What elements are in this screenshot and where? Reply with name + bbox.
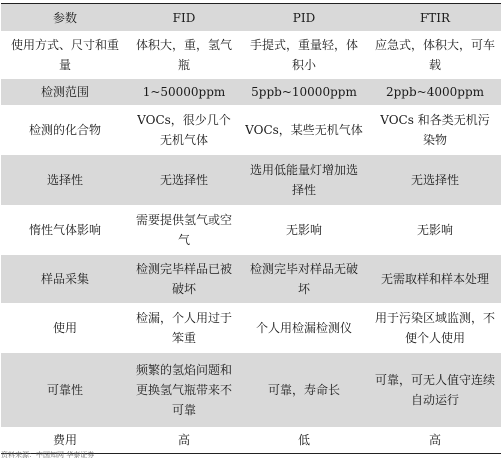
cell-ftir: 无选择性 — [369, 155, 501, 205]
table-row — [1, 205, 501, 255]
comparison-table — [1, 3, 501, 454]
table-row — [1, 353, 501, 427]
header-ftir: FTIR — [369, 4, 501, 32]
row-label: 惰性气体影响 — [28, 223, 101, 237]
table-row — [1, 303, 501, 353]
table-row — [1, 155, 501, 205]
cell-pid: 个人用检漏检测仪 — [255, 321, 352, 335]
cell-pid: VOCs，某些无机气体 — [245, 123, 363, 137]
cell-pid: 选用低能量灯增加选择性 — [239, 155, 369, 205]
cell-pid: 5ppb~10000ppm — [239, 79, 369, 105]
row-label: 使用 — [52, 321, 77, 335]
table-row — [1, 31, 501, 79]
row-label: 样品采集 — [1, 255, 129, 303]
header-param: 参数 — [1, 4, 129, 32]
source-footnote: 资料来源：中国知网 华泰证券 — [1, 451, 95, 459]
table-row — [1, 79, 501, 105]
cell-pid: 无影响 — [285, 223, 322, 237]
cell-ftir: 可靠，可无人值守连续自动运行 — [369, 353, 501, 427]
cell-pid: 可靠，寿命长 — [239, 353, 369, 427]
cell-ftir: 应急式，体积大，可车载 — [375, 38, 496, 72]
cell-ftir: 用于污染区域监测，不便个人使用 — [375, 311, 496, 345]
header-fid: FID — [129, 4, 239, 32]
cell-fid: 检测完毕样品已被破坏 — [129, 255, 239, 303]
cell-ftir: 无需取样和样本处理 — [369, 255, 501, 303]
cell-fid: 高 — [177, 432, 190, 447]
cell-ftir: 高 — [428, 432, 441, 447]
cell-fid: 检漏，个人用过于笨重 — [135, 311, 232, 345]
cell-fid: 需要提供氢气或空气 — [135, 213, 232, 247]
cell-ftir: 2ppb~4000ppm — [369, 79, 501, 105]
cell-fid: 体积大，重，氢气瓶 — [135, 38, 232, 72]
row-label: 选择性 — [1, 155, 129, 205]
cell-pid: 低 — [297, 432, 310, 447]
cell-fid: 1~50000ppm — [129, 79, 239, 105]
table-row — [1, 255, 501, 303]
cell-pid: 手提式，重量轻，体积小 — [249, 38, 358, 72]
cell-ftir: VOCs 和各类无机污染物 — [380, 113, 490, 147]
row-label: 可靠性 — [1, 353, 129, 427]
row-label: 检测的化合物 — [28, 123, 101, 137]
table-row — [1, 105, 501, 155]
cell-fid: 频繁的氢焰问题和更换氢气瓶带来不可靠 — [129, 353, 239, 427]
row-label: 费用 — [52, 432, 77, 447]
row-label: 检测范围 — [1, 79, 129, 105]
table-row — [1, 427, 501, 453]
cell-fid: VOCs，很少几个无机气体 — [137, 113, 231, 147]
row-label: 使用方式、尺寸和重量 — [10, 38, 119, 72]
table-header-row — [1, 4, 501, 32]
cell-ftir: 无影响 — [416, 223, 453, 237]
cell-fid: 无选择性 — [129, 155, 239, 205]
header-pid: PID — [239, 4, 369, 32]
cell-pid: 检测完毕对样品无破坏 — [239, 255, 369, 303]
